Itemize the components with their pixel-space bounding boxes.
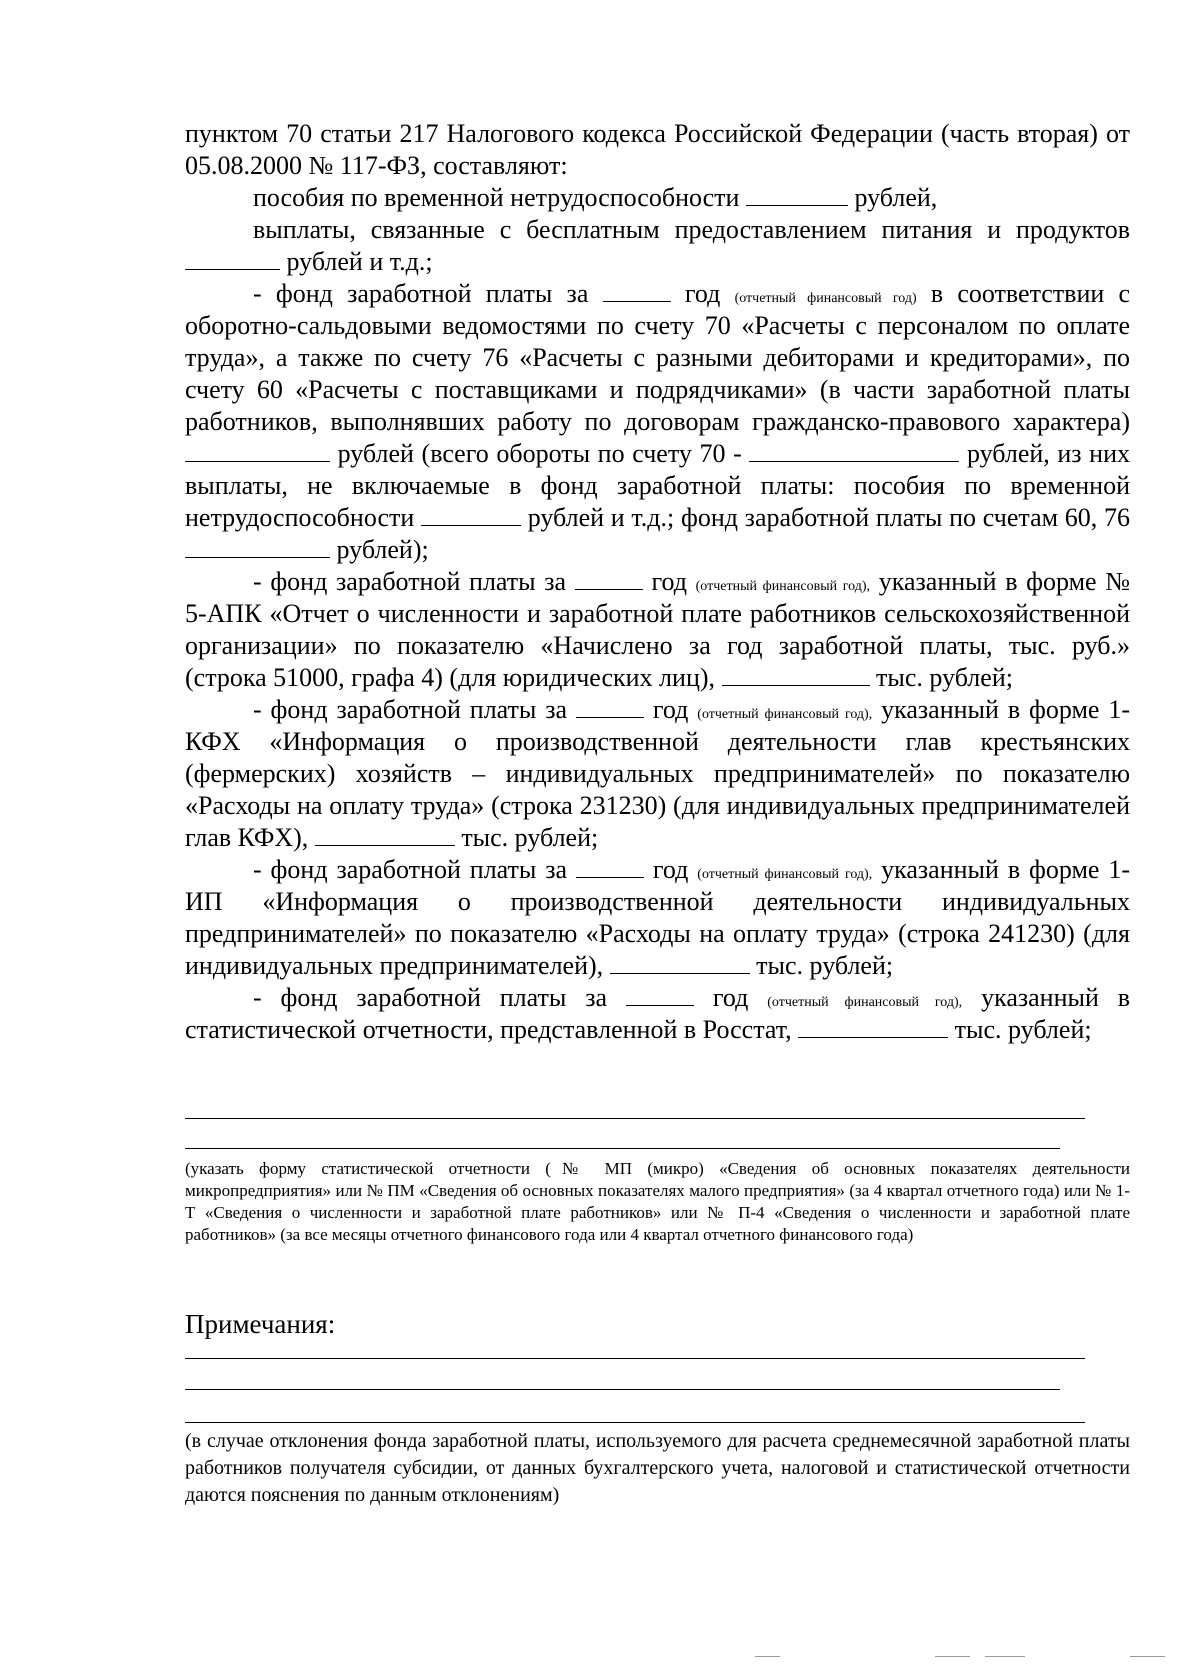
small-note: (отчетный финансовый год), bbox=[697, 707, 873, 722]
year-blank[interactable] bbox=[576, 859, 644, 878]
small-note: (отчетный финансовый год), bbox=[697, 867, 873, 882]
text: - фонд заработной платы за bbox=[253, 695, 568, 724]
text: - фонд заработной платы за bbox=[253, 567, 567, 596]
fill-in-blank[interactable] bbox=[315, 827, 455, 846]
text: рублей (всего обороты по счету 70 - bbox=[337, 439, 742, 468]
text: указанный в форме 1-ИП «Информация о производственной деятельности индивидуальных предпринимателей» по показателю «Расходы на оплату труда» (строка 241230) (для индивидуальных предпринимателей), bbox=[185, 855, 1131, 980]
year-blank[interactable] bbox=[575, 571, 643, 590]
text: рублей, bbox=[854, 183, 938, 212]
paragraph-intro: пунктом 70 статьи 217 Налогового кодекса Российской Федерации (часть вторая) от 05.08.2000 № 117-ФЗ, составляют: bbox=[185, 119, 1130, 180]
year-blank[interactable] bbox=[626, 987, 694, 1006]
fill-in-line[interactable] bbox=[185, 1118, 1085, 1119]
text: год bbox=[652, 695, 689, 724]
scan-artifact bbox=[1130, 1656, 1165, 1657]
fill-in-blank[interactable] bbox=[185, 251, 280, 270]
text: указанный в форме № 5-АПК «Отчет о численности и заработной плате работников сельскохозяйственной организации» по показателю «Начислено за год заработной платы, тыс. руб.» (строка 51000, графа 4) (для юридических лиц), bbox=[185, 567, 1131, 692]
text: тыс. рублей; bbox=[756, 951, 894, 980]
paragraph-payroll-1ip bbox=[185, 854, 1130, 982]
fill-in-blank[interactable] bbox=[798, 1019, 948, 1038]
text: год bbox=[712, 983, 749, 1012]
text: пособия по временной нетрудоспособности bbox=[253, 183, 740, 212]
scan-artifact bbox=[985, 1656, 1025, 1657]
paragraph-payroll-1kfh bbox=[185, 694, 1130, 854]
text: год bbox=[651, 567, 687, 596]
text: тыс. рублей; bbox=[876, 663, 1013, 692]
notes-heading: Примечания: bbox=[185, 1309, 336, 1339]
text: указанный в статистической отчетности, представленной в Росстат, bbox=[185, 983, 1131, 1044]
small-note: (отчетный финансовый год) bbox=[734, 291, 917, 306]
text: год bbox=[684, 279, 721, 308]
fill-in-line[interactable] bbox=[185, 1148, 1060, 1149]
scan-artifact bbox=[935, 1656, 970, 1657]
text: тыс. рублей; bbox=[461, 823, 599, 852]
text: рублей); bbox=[336, 535, 429, 564]
notes-line[interactable] bbox=[185, 1422, 1085, 1423]
fill-in-blank[interactable] bbox=[746, 187, 848, 206]
document-body bbox=[185, 118, 1130, 1046]
text: указанный в форме 1-КФХ «Информация о производственной деятельности глав крестьянских (фермерских) хозяйств – индивидуальных предпринимателей» по показателю «Расходы на оплату труда» (строка 231230) (для индивидуальных предпринимателей глав КФХ), bbox=[185, 695, 1131, 852]
text: в соответствии с оборотно-сальдовыми ведомостями по счету 70 «Расчеты с персоналом по оплате труда», а также по счету 76 «Расчеты с разными дебиторами и кредиторами», по счету 60 «Расчеты с поставщиками и подрядчиками» (в части заработной платы работников, выполнявших работу по договорам гражданско-правового характера) bbox=[185, 279, 1131, 436]
footnote-statistical-form: (указать форму статистической отчетности (№ МП (микро) «Сведения об основных показателях деятельности микропредприятия» или № ПМ «Сведения об основных показателях малого предприятия» (за 4 квартал отчетного года) или № 1-Т «Сведения о численности и заработной плате работников» или № П-4 «Сведения о численности и заработной плате работников» (за все месяцы отчетного финансового года или 4 квартал отчетного финансового года) bbox=[185, 1159, 1130, 1244]
fill-in-blank[interactable] bbox=[185, 443, 330, 462]
year-blank[interactable] bbox=[603, 283, 671, 302]
fill-in-blank[interactable] bbox=[185, 539, 330, 558]
paragraph-food bbox=[185, 214, 1130, 278]
small-note: (отчетный финансовый год), bbox=[767, 995, 963, 1010]
scan-artifact bbox=[755, 1656, 780, 1657]
notes-line[interactable] bbox=[185, 1389, 1060, 1390]
notes-line[interactable] bbox=[185, 1358, 1085, 1359]
paragraph-sick-pay bbox=[185, 182, 1130, 214]
fill-in-blank[interactable] bbox=[749, 443, 959, 462]
text: тыс. рублей; bbox=[954, 1015, 1092, 1044]
paragraph-payroll-rosstat bbox=[185, 982, 1130, 1046]
text: - фонд заработной платы за bbox=[253, 855, 568, 884]
small-note: (отчетный финансовый год), bbox=[695, 579, 871, 594]
year-blank[interactable] bbox=[576, 699, 644, 718]
fill-in-blank[interactable] bbox=[610, 955, 750, 974]
fill-in-blank[interactable] bbox=[722, 667, 870, 686]
fill-in-blank[interactable] bbox=[421, 507, 521, 526]
paragraph-payroll-5apk bbox=[185, 566, 1130, 694]
text: рублей и т.д.; bbox=[286, 247, 433, 276]
text: - фонд заработной платы за bbox=[253, 279, 589, 308]
text: выплаты, связанные с бесплатным предоставлением питания и продуктов bbox=[253, 215, 1130, 244]
paragraph-payroll-account70 bbox=[185, 278, 1130, 566]
footnote-deviation-explanation: (в случае отклонения фонда заработной платы, используемого для расчета среднемесячной заработной платы работников получателя субсидии, от данных бухгалтерского учета, налоговой и статистической отчетности даются пояснения по данным отклонениям) bbox=[185, 1430, 1130, 1506]
text: рублей, из них выплаты, не включаемые в фонд заработной платы: пособия по временной нетрудоспособности bbox=[185, 439, 1131, 532]
text: рублей и т.д.; фонд заработной платы по счетам 60, 76 bbox=[527, 503, 1130, 532]
text: - фонд заработной платы за bbox=[253, 983, 608, 1012]
text: год bbox=[652, 855, 689, 884]
